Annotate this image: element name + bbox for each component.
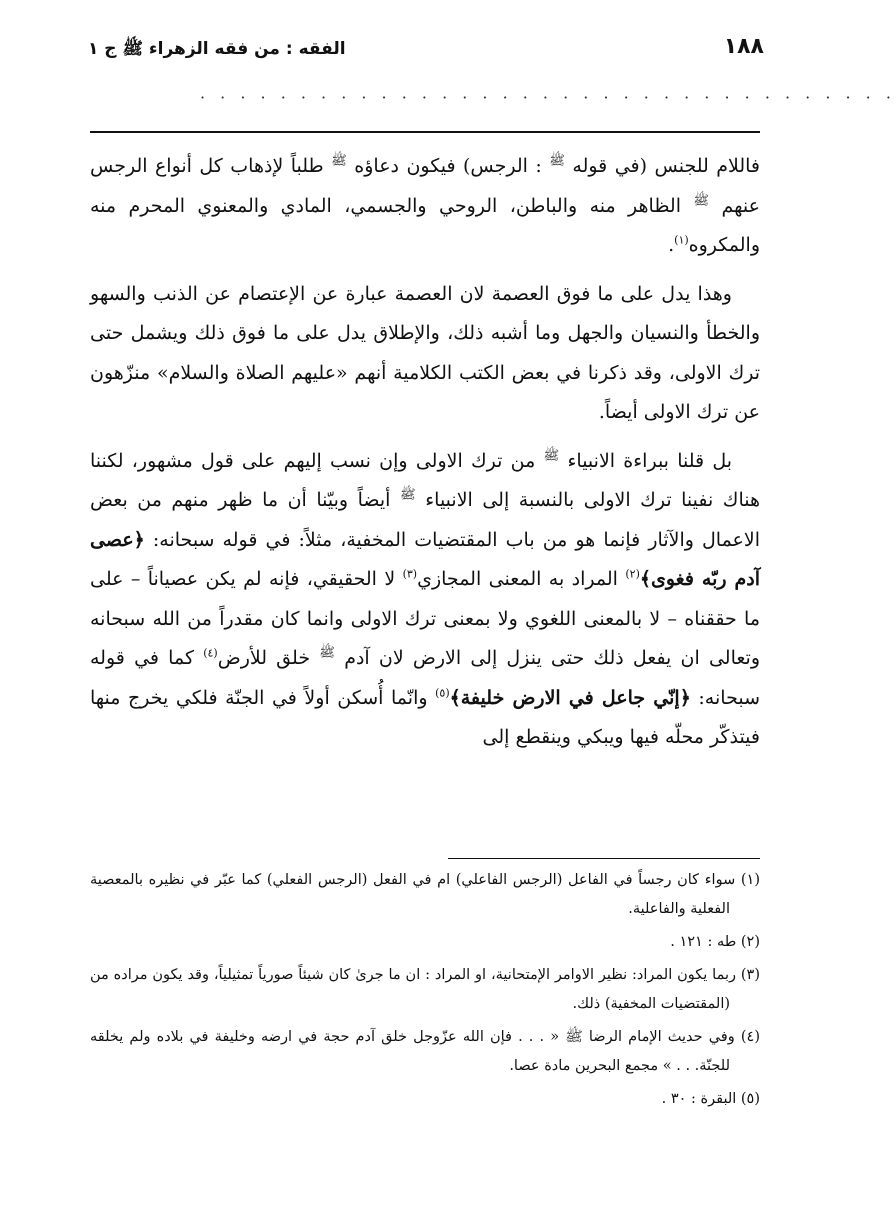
footnote-2: (٢) طه : ١٢١ . bbox=[670, 934, 760, 950]
text-run: الظاهر منه والباطن، الروحي والجسمي، المادي والمعنوي المحرم منه والمكروه bbox=[90, 194, 760, 256]
text-run: فاللام للجنس (في قوله bbox=[572, 155, 760, 177]
footnote-ref-1[interactable]: (١) bbox=[674, 233, 689, 247]
footnote-ref-4[interactable]: (٤) bbox=[203, 646, 218, 660]
honorific-glyph: ﷺ bbox=[693, 193, 710, 209]
footnote-ref-3[interactable]: (٣) bbox=[402, 567, 418, 581]
text-run: . bbox=[668, 234, 675, 256]
footnotes bbox=[90, 866, 760, 1118]
footnote-3: (٣) ربما يكون المراد: نظير الاوامر الإمتحانية، او المراد : ان ما جرىٰ كان شيئاً صورياً تمثيلياً، وقد يكون مراده من (المقتضيات المخفية) ذلك. bbox=[90, 967, 760, 1012]
text-run: من ترك الاولى وإن نسب إليهم على قول مشهور، لكننا هناك نفينا ترك الاولى بالنسبة إلى الانبياء bbox=[90, 449, 761, 511]
paragraph-3 bbox=[90, 442, 760, 758]
footnote-4: (٤) وفي حديث الإمام الرضا ﷺ « . . . فإن الله عزّوجل خلق آدم حجة في ارضه وخليفة في بلاده ولم يخلقه للجنّة. . . » مجمع البحرين مادة عصا. bbox=[90, 1029, 760, 1074]
footnote-rule bbox=[448, 858, 760, 859]
text-run: لا الحقيقي، فإنه لم يكن عصياناً – على ما حققناه – لا بالمعنى اللغوي ولا بمعنى ترك الاولى وانما كان مقدراً من الله سبحانه وتعالى ان يفعل ذلك حتى ينزل إلى الارض لان آدم bbox=[90, 568, 761, 669]
footnote-ref-5[interactable]: (٥) bbox=[435, 686, 450, 700]
paragraph-1 bbox=[90, 147, 760, 266]
text-run: وانّما أُسكن أولاً في الجنّة فلكي يخرج منها فيتذكّر محلّه فيها ويبكي وينقطع إلى bbox=[90, 686, 760, 748]
text-run: : الرجس) فيكون دعاؤه bbox=[354, 155, 542, 177]
header-rule bbox=[90, 131, 760, 133]
text-run: خلق للأرض bbox=[217, 647, 311, 669]
honorific-glyph: ﷺ bbox=[543, 448, 560, 464]
main-text bbox=[90, 147, 760, 758]
text-run: أيضاً وبيّنا أن ما ظهر منهم من بعض الاعمال والآثار فإنما هو من باب المقتضيات المخفية، مثلاً: في قوله سبحانه: bbox=[90, 489, 761, 551]
footnote-1: (١) سواء كان رجساً في الفاعل (الرجس الفاعلي) ام في الفعل (الرجس الفعلي) كما عبّر في نظيره بالمعصية الفعلية والفاعلية. bbox=[90, 872, 760, 917]
honorific-glyph: ﷺ bbox=[399, 487, 416, 503]
text-run: بل قلنا ببراءة الانبياء bbox=[567, 449, 732, 472]
running-title: الفقه : من فقه الزهراء ﷺ ج ١ bbox=[88, 39, 346, 59]
honorific-glyph: ﷺ bbox=[549, 153, 565, 169]
honorific-glyph: ﷺ bbox=[331, 153, 347, 169]
quran-verse: ﴿إنّي جاعل في الارض خليفة﴾ bbox=[449, 686, 691, 709]
dotted-separator: · · · · · · · · · · · · · · · · · · · · · · · · · · · · · · · · · · · bbox=[200, 88, 896, 107]
paragraph-2: وهذا يدل على ما فوق العصمة لان العصمة عبارة عن الإعتصام عن الذنب والسهو والخطأ والنسيان والجهل وما أشبه ذلك، والإطلاق يدل على ما فوق ذلك ويشمل حتى ترك الاولى، وقد ذكرنا في بعض الكتب الكلامية أنهم «عليهم الصلاة والسلام» منزّهون عن ترك الاولى أيضاً. bbox=[90, 282, 760, 423]
footnote-5: (٥) البقرة : ٣٠ . bbox=[661, 1091, 760, 1107]
text-run: المراد به المعنى المجازي bbox=[417, 568, 618, 590]
quran-verse: ﴿عصى آدم ربّه فغوى﴾ bbox=[90, 528, 761, 590]
page-number: ١٨٨ bbox=[723, 34, 764, 59]
text-run: طلباً لإذهاب كل أنواع الرجس عنهم bbox=[90, 155, 760, 217]
honorific-glyph: ﷺ bbox=[319, 645, 335, 661]
footnote-ref-2[interactable]: (٢) bbox=[625, 567, 640, 581]
text-run: كما في قوله سبحانه: bbox=[90, 647, 760, 709]
